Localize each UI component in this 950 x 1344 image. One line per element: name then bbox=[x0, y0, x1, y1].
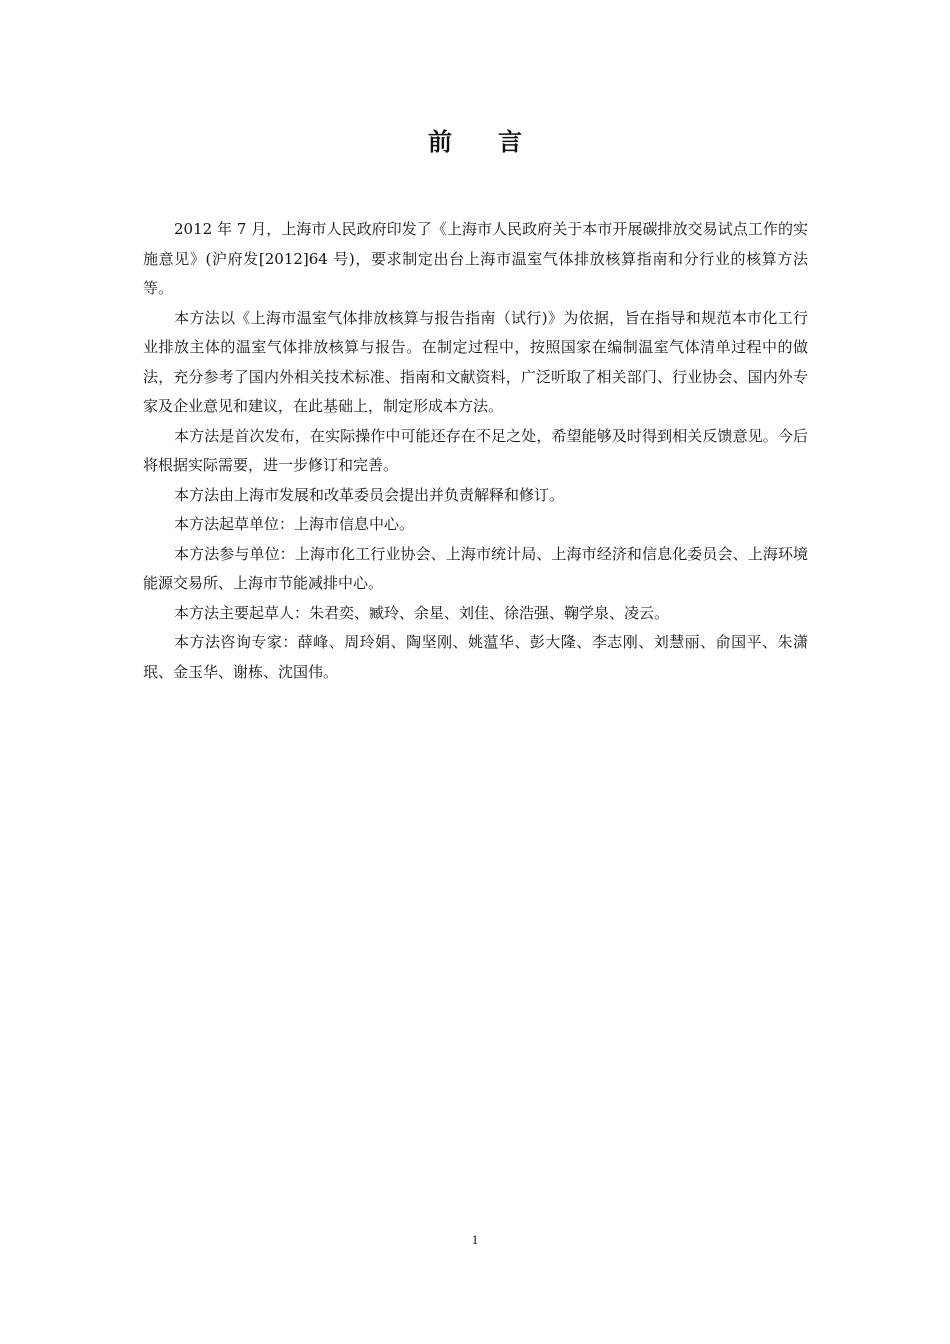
paragraph-proposer: 本方法由上海市发展和改革委员会提出并负责解释和修订。 bbox=[174, 485, 565, 504]
page-number: 1 bbox=[471, 1232, 479, 1247]
paragraph-background: 2012 年 7 月，上海市人民政府印发了《上海市人民政府关于本市开展碳排放交易试点工作的实施意见》(沪府发[2012]64 号)，要求制定出台上海市温室气体排放核算指南和分行业的核算方法等。 bbox=[143, 220, 808, 297]
page-title: 前言 bbox=[428, 128, 568, 156]
preface-body bbox=[143, 215, 808, 687]
paragraph-consulting-experts: 本方法咨询专家：薛峰、周玲娟、陶坚刚、姚蕰华、彭大隆、李志刚、刘慧丽、俞国平、朱潇珉、金玉华、谢栋、沈国伟。 bbox=[143, 633, 808, 681]
paragraph-drafting-unit: 本方法起草单位：上海市信息中心。 bbox=[174, 515, 415, 533]
paragraph-first-release: 本方法是首次发布，在实际操作中可能还存在不足之处，希望能够及时得到相关反馈意见。今后将根据实际需要，进一步修订和完善。 bbox=[143, 426, 808, 474]
paragraph-participating-units: 本方法参与单位：上海市化工行业协会、上海市统计局、上海市经济和信息化委员会、上海环境能源交易所、上海市节能减排中心。 bbox=[143, 544, 808, 592]
paragraph-main-drafters: 本方法主要起草人：朱君奕、臧玲、余星、刘佳、徐浩强、鞠学泉、凌云。 bbox=[174, 603, 670, 622]
paragraph-basis: 本方法以《上海市温室气体排放核算与报告指南（试行)》为依据，旨在指导和规范本市化工行业排放主体的温室气体排放核算与报告。在制定过程中，按照国家在编制温室气体清单过程中的做法，充分参考了国内外相关技术标准、指南和文献资料，广泛听取了相关部门、行业协会、国内外专家及企业意见和建议，在此基础上，制定形成本方法。 bbox=[143, 308, 808, 415]
